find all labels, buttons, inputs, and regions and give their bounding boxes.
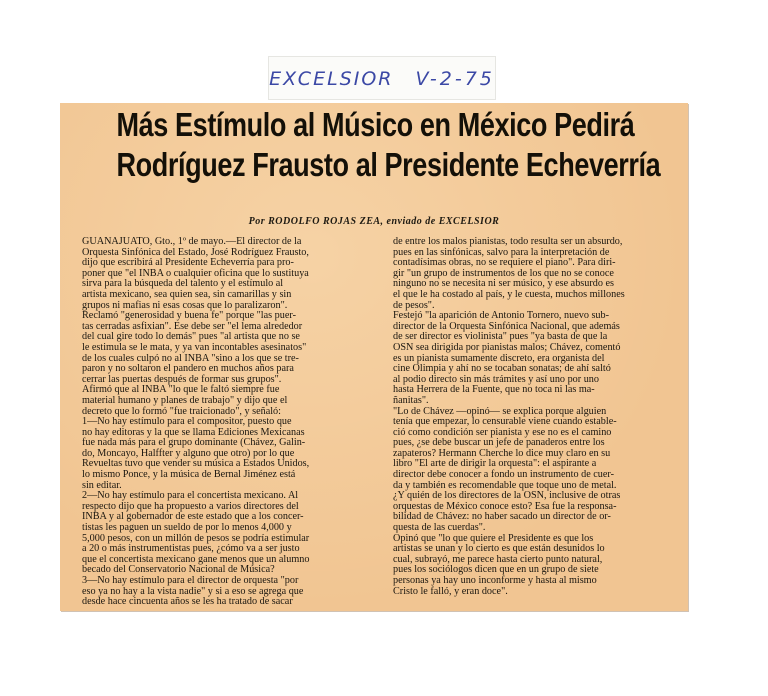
- article-text-line: ninguno no se necesita ni ser músico, y ese absurdo es: [393, 278, 614, 290]
- article-text-line: 2—No hay estímulo para el concertista mexicano. Al: [82, 490, 299, 502]
- article-text-line: tenía que empezar, lo censurable viene cuando estable-: [393, 416, 617, 428]
- article-text-line: dijo que escribirá al Presidente Echeverría para pro-: [82, 257, 294, 269]
- article-text-line: al podio directo sin más trámites y así uno por uno: [393, 373, 599, 385]
- article-text-line: ¿Y quién de los directores de la OSN, inclusive de otras: [393, 490, 621, 502]
- article-text-line: gir "un grupo de instrumentos de los que no se conoce: [393, 267, 614, 279]
- article-text-line: Revueltas tuvo que vender su música a Estados Unidos,: [82, 458, 310, 470]
- newspaper-clipping: [60, 103, 688, 611]
- article-left-column: [82, 237, 384, 608]
- article-text-line: zapateros? Hermann Cherche lo dice muy claro en su: [393, 447, 611, 459]
- headline-line-2: Rodríguez Frausto al Presidente Echeverría: [116, 146, 661, 183]
- annotation-source: EXCELSIOR: [269, 68, 394, 90]
- article-text-line: a 20 o más instrumentistas pues, ¿cómo va a ser justo: [82, 543, 300, 555]
- article-text-line: da y también es recomendable que toque uno de metal.: [393, 479, 617, 491]
- article-text-line: 3—No hay estímulo para el director de orquesta "por: [82, 575, 299, 586]
- article-text-line: director de la Orquesta Sinfónica Nacional, que además: [393, 320, 620, 332]
- article-text-line: questa de las cuerdas".: [393, 522, 486, 534]
- article-right-column: [393, 237, 681, 597]
- article-text-line: ció como condición ser pianista y ese no es el camino: [393, 426, 612, 438]
- article-text-line: tistas les paguen un sueldo de por lo menos 4,000 y: [82, 522, 292, 534]
- article-text-line: libro "El arte de dirigir la orquesta": el aspirante a: [393, 458, 597, 470]
- article-text-line: desde hace cincuenta años se les ha tratado de sacar: [82, 596, 293, 608]
- annotation-date: V-2-75: [415, 68, 495, 90]
- article-text-line: del cual gire todo lo demás" pues "al artista que no se: [82, 331, 300, 343]
- article-text-line: grupos ni mafias ni esas cosas que lo paralizaron".: [82, 299, 288, 311]
- article-text-line: lo mismo Ponce, y la música de Bernal Jiménez está: [82, 469, 296, 481]
- article-text-line: respecto dijo que ha propuesto a varios directores del: [82, 500, 299, 512]
- article-text-line: el que le ha costado al país, y le cuesta, muchos millones: [393, 288, 625, 300]
- article-text-line: cerrar las puertas después de formar sus grupos".: [82, 373, 282, 385]
- article-text-line: ñanitas".: [393, 394, 429, 406]
- article-text-line: INBA y al gobernador de este estado que a los concer-: [82, 511, 304, 523]
- article-text-line: tas cerradas asfixian". Ese debe ser "el lema alrededor: [82, 320, 303, 332]
- article-text-line: Orquesta Sinfónica del Estado, José Rodríguez Frausto,: [82, 246, 309, 258]
- article-text-line: hasta Herrera de la Fuente, que no toca ni las ma-: [393, 384, 595, 396]
- article-text-line: contadísimas obras, no se requiere el piano". Para diri-: [393, 257, 616, 269]
- article-text-line: "Lo de Chávez —opinó— se explica porque alguien: [393, 405, 607, 417]
- article-text-line: no hay editoras y la que se llama Ediciones Mexicanas: [82, 426, 305, 438]
- article-headline: [116, 105, 661, 185]
- article-text-line: que el concertista mexicano gane menos que un alumno: [82, 553, 310, 565]
- article-text-line: 5,000 pesos, con un millón de pesos se podría estimular: [82, 532, 310, 544]
- article-text-line: paron y no soltaron el pandero en muchos años para: [82, 363, 294, 375]
- article-text-line: Festejó "la aparición de Antonio Tornero, nuevo sub-: [393, 310, 610, 322]
- handwritten-source-annotation: [268, 56, 496, 100]
- article-text-line: Cristo le falló, y eran doce".: [393, 585, 508, 597]
- article-byline: Por RODOLFO ROJAS ZEA, enviado de EXCELSIOR: [248, 216, 500, 227]
- article-text-line: Opinó que "lo que quiere el Presidente es que los: [393, 532, 594, 544]
- article-text-line: de pesos".: [393, 299, 435, 311]
- article-text-line: cine Olimpia y ahí no se tocaban sonatas; de ahí saltó: [393, 363, 611, 375]
- article-text-line: director debe conocer a fondo un instrumento de cuer-: [393, 469, 615, 481]
- article-text-line: Afirmó que al INBA "lo que le faltó siempre fue: [82, 384, 280, 396]
- article-text-line: es un pianista sumamente discreto, era organista del: [393, 352, 605, 364]
- article-text-line: orquestas de México conoce esto? Esa fue la responsa-: [393, 500, 617, 512]
- headline-line-1: Más Estímulo al Músico en México Pedirá: [116, 106, 635, 143]
- article-text-line: artista mexicano, sea quien sea, sin camarillas y sin: [82, 288, 292, 300]
- article-text-line: fue nada más para el grupo dominante (Chávez, Galin-: [82, 437, 306, 449]
- article-text-line: sirva para la búsqueda del talento y el estímulo al: [82, 278, 284, 290]
- article-text-line: pues en las sinfónicas, salvo para la interpretación de: [393, 246, 610, 258]
- article-text-line: material humano y planes de trabajo" y dijo que el: [82, 394, 288, 406]
- article-text-line: pues, ¿se debe buscar un jefe de panaderos entre los: [393, 437, 605, 449]
- article-text-line: pues los sociólogos dicen que en un grupo de siete: [393, 564, 599, 576]
- article-text-line: sin editar.: [82, 479, 122, 491]
- article-text-line: cual, subrayó, me parece hasta cierto punto natural,: [393, 553, 603, 565]
- article-text-line: 1—No hay estímulo para el compositor, puesto que: [82, 416, 292, 428]
- article-text-line: artistas se unan y lo cierto es que están desunidos lo: [393, 543, 605, 555]
- article-text-line: personas ya hay uno inconforme y hasta al mismo: [393, 575, 597, 586]
- article-text-line: GUANAJUATO, Gto., 1º de mayo.—El director de la: [82, 237, 302, 247]
- article-text-line: eso ya no hay a la vista nadie" y si a eso se agrega que: [82, 585, 304, 597]
- article-text-line: Reclamó "generosidad y buena fe" porque "las puer-: [82, 310, 296, 322]
- article-text-line: de los cuales culpó no al INBA "sino a los que se tre-: [82, 352, 299, 364]
- article-text-line: poner que "el INBA o cualquier oficina que lo sustituya: [82, 267, 309, 279]
- article-text-line: OSN sea dirigida por pianistas malos; Chávez, comentó: [393, 341, 621, 353]
- article-text-line: le estimula se le mata, y ya van incontables asesinatos": [82, 341, 307, 353]
- article-text-line: de ser director es violinista" pues "ya basta de que la: [393, 331, 608, 343]
- article-text-line: decreto que lo formó "fue traicionado", y señaló:: [82, 405, 281, 417]
- article-text-line: bilidad de Chávez: no haber sacado un director de or-: [393, 511, 611, 523]
- article-text-line: do, Moncayo, Halffter y alguno que otro) por lo que: [82, 447, 295, 459]
- article-text-line: de entre los malos pianistas, todo resulta ser un absurdo,: [393, 237, 623, 247]
- article-text-line: becado del Conservatorio Nacional de Música?: [82, 564, 275, 576]
